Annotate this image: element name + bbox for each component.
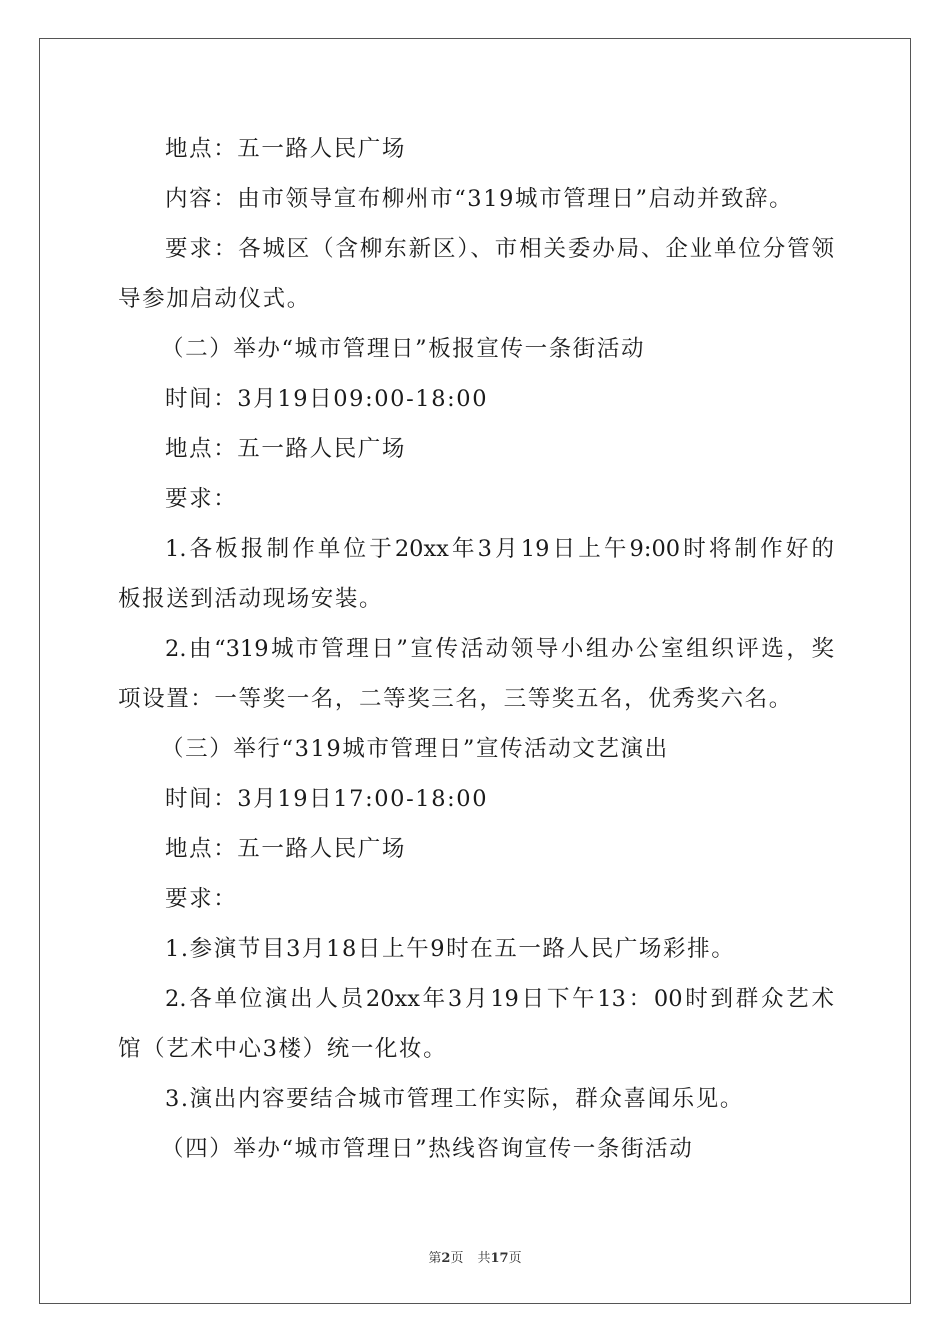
document-body bbox=[118, 124, 834, 1174]
section-heading: （二）举办“城市管理日”板报宣传一条街活动 bbox=[161, 336, 646, 362]
footer-total-pages: 17 bbox=[490, 1251, 509, 1266]
paragraph-line: 2.各单位演出人员20xx年3月19日下午13：00时到群众艺术 bbox=[165, 986, 834, 1012]
footer-page-number: 2 bbox=[441, 1251, 451, 1266]
paragraph-line: 地点：五一路人民广场 bbox=[165, 436, 407, 462]
paragraph-line: 板报送到活动现场安装。 bbox=[118, 586, 384, 612]
paragraph-line: 项设置：一等奖一名，二等奖三名，三等奖五名，优秀奖六名。 bbox=[118, 686, 793, 712]
section-heading: （四）举办“城市管理日”热线咨询宣传一条街活动 bbox=[161, 1136, 694, 1162]
footer-page-suffix: 页 bbox=[450, 1251, 464, 1266]
footer-prefix: 第 bbox=[428, 1251, 442, 1266]
paragraph-line: 3.演出内容要结合城市管理工作实际，群众喜闻乐见。 bbox=[165, 1086, 744, 1112]
paragraph-line: 地点：五一路人民广场 bbox=[165, 136, 407, 162]
paragraph-line: 要求： bbox=[165, 886, 238, 912]
footer-total-suffix: 页 bbox=[508, 1251, 522, 1266]
paragraph-line: 1.各板报制作单位于20xx年3月19日上午9:00时将制作好的 bbox=[165, 536, 834, 562]
paragraph-line: 导参加启动仪式。 bbox=[118, 286, 311, 312]
paragraph-line: 1.参演节目3月18日上午9时在五一路人民广场彩排。 bbox=[165, 936, 736, 962]
paragraph-line: 要求： bbox=[165, 486, 238, 512]
paragraph-line: 馆（艺术中心3楼）统一化妆。 bbox=[118, 1036, 448, 1062]
page-footer bbox=[0, 1247, 950, 1266]
paragraph-line: 时间：3月19日09:00-18:00 bbox=[165, 386, 489, 412]
paragraph-line: 时间：3月19日17:00-18:00 bbox=[165, 786, 489, 812]
section-heading: （三）举行“319城市管理日”宣传活动文艺演出 bbox=[161, 736, 669, 762]
paragraph-line: 内容：由市领导宣布柳州市“319城市管理日”启动并致辞。 bbox=[165, 186, 794, 212]
paragraph-line: 2.由“319城市管理日”宣传活动领导小组办公室组织评选，奖 bbox=[165, 636, 834, 662]
paragraph-line: 地点：五一路人民广场 bbox=[165, 836, 407, 862]
footer-total-prefix: 共 bbox=[477, 1251, 491, 1266]
paragraph-line: 要求：各城区（含柳东新区）、市相关委办局、企业单位分管领 bbox=[165, 236, 834, 262]
